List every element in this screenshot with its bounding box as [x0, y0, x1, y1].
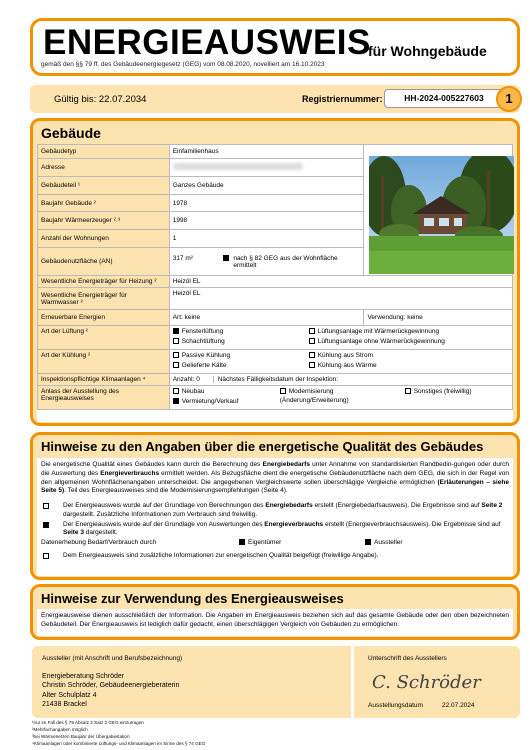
- demand-option: Der Energieausweis wurde auf der Grundlage von Berechnungen des Energiebedarfs erstellt (Energiebedarfsausweis). Die Ergebnisse sind auf Seite 2 dargestellt. Zusätzliche Informationen zum Verbrauch sind freiwillig.: [41, 502, 509, 520]
- footnote-4: ⁴Klimaanlagen oder kombinierte Lüftungs- und Klimaanlagen im Sinne des § 74 GEG: [32, 740, 206, 746]
- quality-hints-section: [30, 432, 520, 580]
- registration-label: Registriernummer:: [302, 94, 383, 104]
- footnotes: [32, 720, 205, 748]
- cool-label: Art der Kühlung ²: [38, 350, 170, 374]
- quality-hints-title: Hinweise zu den Angaben über die energetische Qualität des Gebäudes: [41, 439, 484, 454]
- vent-opt1-checkbox[interactable]: [173, 328, 179, 334]
- cool-opt4-label: Kühlung aus Wärme: [317, 362, 377, 369]
- usage-hints-title: Hinweise zur Verwendung des Energieausweises: [41, 591, 344, 606]
- reason-opt2-label: Vermietung/Verkauf: [181, 398, 239, 405]
- issuer-label: Aussteller (mit Anschrift und Berufsbezeichnung): [42, 655, 183, 662]
- cool-opt2-label: Gelieferte Kälte: [181, 362, 227, 369]
- energy-heat-label: Wesentliche Energieträger für Heizung ²: [38, 276, 170, 288]
- reason-opt3-checkbox[interactable]: [280, 388, 286, 394]
- issue-date: 22.07.2024: [442, 702, 475, 709]
- footnote-2: ²Mehrfachangaben möglich: [32, 726, 88, 732]
- area-number: 317 m²: [172, 254, 193, 262]
- cool-opt4-checkbox[interactable]: [309, 362, 315, 368]
- reason-opt1-label: Neubau: [181, 388, 205, 395]
- area-value: [169, 248, 364, 276]
- year-value: 1978: [169, 195, 364, 212]
- cool-opt3-checkbox[interactable]: [309, 352, 315, 358]
- vent-opt2-label: Schachtlüftung: [181, 338, 225, 345]
- reason-options: [169, 386, 512, 410]
- vent-label: Art der Lüftung ²: [38, 326, 170, 350]
- signature-label: Unterschrift des Ausstellers: [368, 655, 447, 662]
- ac-label: Inspektionspflichtige Klimaanlagen ⁴: [38, 374, 170, 386]
- ac-count: Anzahl: 0: [172, 376, 200, 383]
- house-illustration: [369, 156, 514, 274]
- legal-basis: gemäß den §§ 79 ff. des Gebäudeenergiegesetz (GEG) vom 08.08.2020, novelliert am 16.10.2023: [41, 61, 325, 68]
- issuer-address: Energieberatung Schröder Christin Schröder, Gebäudeenergieberaterin Alter Schulplatz 4 21438 Brackel: [42, 673, 180, 709]
- page-subtitle: für Wohngebäude: [368, 43, 487, 59]
- address-value: [169, 159, 364, 177]
- energy-heat-value: Heizöl EL: [169, 276, 512, 288]
- footnote-3: ³bei Wärmenetzen Baujahr der Übergabestation: [32, 733, 130, 739]
- type-label: Gebäudetyp: [38, 145, 170, 159]
- valid-until: Gültig bis: 22.07.2034: [54, 94, 147, 105]
- vent-opt4-checkbox[interactable]: [309, 338, 315, 344]
- title-box: [30, 18, 520, 76]
- cool-opt3-label: Kühlung aus Strom: [317, 352, 373, 359]
- area-note: nach § 82 GEG aus der Wohnfläche ermittelt: [233, 254, 338, 269]
- area-checkbox: [223, 255, 229, 261]
- usage-paragraph: Energieausweise dienen ausschließlich der Information. Die Angaben im Energieausweis beziehen sich auf das gesamte Gebäude oder den oben bezeichneten Gebäudeteil. Der Energieausweis ist lediglich dafür gedacht, einen überschlägigen Vergleich von Gebäuden zu ermöglichen.: [41, 612, 509, 628]
- heater-year-value: 1998: [169, 212, 364, 230]
- building-photo: [369, 156, 514, 274]
- reason-opt1-checkbox[interactable]: [173, 388, 179, 394]
- cool-opt2-checkbox[interactable]: [173, 362, 179, 368]
- ac-next-date: Nächstes Fälligkeitsdatum der Inspektion:: [213, 376, 338, 383]
- reason-label: Anlass der Ausstellung des Energieausweises: [38, 386, 170, 410]
- renew-art: Art: keine: [169, 310, 364, 326]
- extra-info-checkbox[interactable]: [43, 553, 49, 559]
- signature: C. Schröder: [372, 672, 481, 693]
- registration-number: HH-2024-005227603: [384, 89, 504, 108]
- collection-issuer-label: Aussteller: [374, 539, 403, 547]
- footnote-1: ¹nur im Fall des § 79 Absatz 2 Satz 2 GEG einzutragen: [32, 720, 144, 725]
- cool-options: [169, 350, 512, 374]
- reason-opt4-label: Sonstiges (freiwillig): [413, 388, 472, 395]
- issuer-box: [32, 646, 520, 718]
- energy-water-label: Wesentliche Energieträger für Warmwasser ²: [38, 288, 170, 310]
- units-value: 1: [169, 230, 364, 248]
- collection-owner-label: Eigentümer: [248, 539, 282, 547]
- vent-options: [169, 326, 512, 350]
- energy-water-value: Heizöl EL: [169, 288, 512, 310]
- vent-opt2-checkbox[interactable]: [173, 338, 179, 344]
- ac-value: [169, 374, 512, 386]
- demand-checkbox[interactable]: [43, 503, 49, 509]
- part-label: Gebäudeteil ¹: [38, 177, 170, 195]
- issue-date-label: Ausstellungsdatum: [368, 702, 423, 709]
- vent-opt3-checkbox[interactable]: [309, 328, 315, 334]
- collection-owner-checkbox[interactable]: [239, 539, 245, 545]
- area-label: Gebäudenutzfläche (AN): [38, 248, 170, 276]
- renew-label: Erneuerbare Energien: [38, 310, 170, 326]
- vent-opt1-label: Fensterlüftung: [181, 328, 224, 335]
- redacted-address: [173, 163, 303, 170]
- building-section: [30, 118, 520, 426]
- quality-paragraph: Die energetische Qualität eines Gebäudes kann durch die Berechnung des Energiebedarfs unter Annahme von standardisierten Randbedin-gungen oder durch die Auswertung des Energieverbrauchs ermittelt werden. Als Bezugsfläche dient die energetische Gebäudenutzfläche nach dem GEG, die sich in der Regel von den allgemeinen Wohnflächenangaben unterscheidet. Die angegebenen Vergleichswerte sollen überschlägige Vergleiche ermöglichen (Erläuterungen – siehe Seite 5). Teil des Energieausweises sind die Modernisierungsempfehlungen (Seite 4).: [41, 461, 510, 495]
- building-title: Gebäude: [41, 125, 101, 141]
- data-collection-row: [41, 538, 509, 549]
- collection-label: Datenerhebung Bedarf/Verbrauch durch: [41, 539, 157, 547]
- heater-year-label: Baujahr Wärmeerzeuger ²˒³: [38, 212, 170, 230]
- vent-opt3-label: Lüftungsanlage mit Wärmerückgewinnung: [317, 328, 440, 335]
- cool-opt1-label: Passive Kühlung: [181, 352, 231, 359]
- vent-opt4-label: Lüftungsanlage ohne Wärmerückgewinnung: [317, 338, 445, 345]
- units-label: Anzahl der Wohnungen: [38, 230, 170, 248]
- renew-use: Verwendung: keine: [364, 310, 513, 326]
- collection-issuer-checkbox[interactable]: [365, 539, 371, 545]
- year-label: Baujahr Gebäude ²: [38, 195, 170, 212]
- type-value: Einfamilienhaus: [169, 145, 364, 159]
- validity-bar: [30, 85, 520, 113]
- page-number-badge: 1: [496, 86, 522, 112]
- reason-opt3-label: Modernisierung (Änderung/Erweiterung): [279, 388, 349, 404]
- reason-opt2-checkbox[interactable]: [173, 398, 179, 404]
- usage-hints-section: [30, 584, 520, 640]
- consumption-option: Der Energieausweis wurde auf der Grundlage von Auswertungen des Energieverbrauchs erstellt (Energieverbrauchsausweis). Die Ergebnisse sind auf Seite 3 dargestellt.: [41, 521, 509, 539]
- extra-info-option: Dem Energieausweis sind zusätzliche Informationen zur energetischen Qualität beigefügt (freiwillige Angabe).: [41, 552, 509, 561]
- cool-opt1-checkbox[interactable]: [173, 352, 179, 358]
- address-label: Adresse: [38, 159, 170, 177]
- part-value: Ganzes Gebäude: [169, 177, 364, 195]
- consumption-checkbox[interactable]: [43, 522, 49, 528]
- reason-opt4-checkbox[interactable]: [405, 388, 411, 394]
- page-title: ENERGIEAUSWEIS: [43, 23, 371, 62]
